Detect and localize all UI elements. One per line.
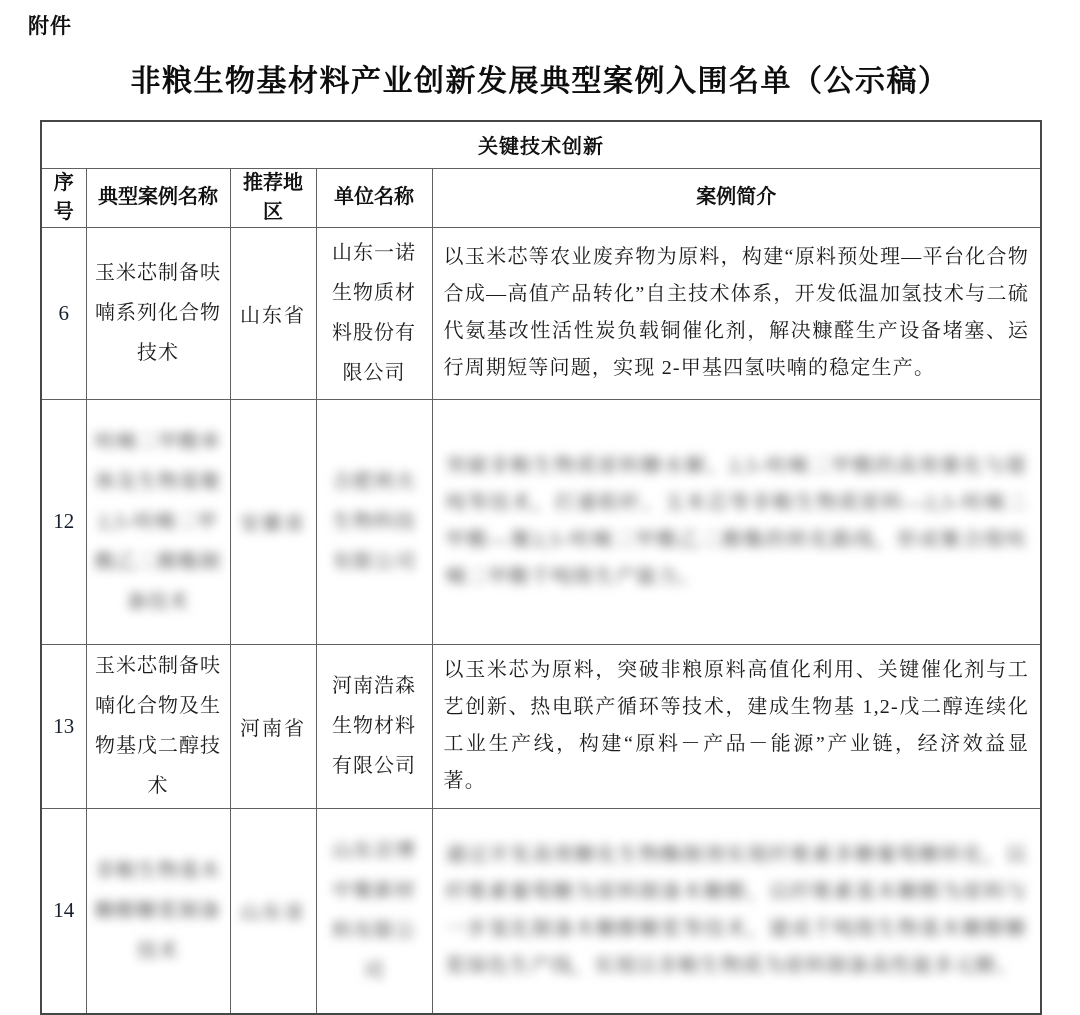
col-header-region: 推荐地区 [230,168,316,227]
cases-table [40,120,1042,1015]
page-title: 非粮生物基材料产业创新发展典型案例入围名单（公示稿） [130,65,950,98]
attachment-label: 附件 [28,15,72,38]
case-summary-blurred [432,808,1041,1014]
col-header-org: 单位名称 [316,168,432,227]
case-org-blurred [316,808,432,1014]
case-region-blurred [230,808,316,1014]
case-number: 6 [41,227,86,399]
case-row-6 [41,227,1041,399]
col-header-case-name: 典型案例名称 [86,168,230,227]
column-header-row [41,168,1041,227]
section-header: 关键技术创新 [41,121,1041,168]
case-summary-blurred [432,399,1041,644]
section-header-row [41,121,1041,168]
case-region: 山东省 [230,227,316,399]
blurred-text: 非粮生物基木糖醇糖浆制备技术 [95,859,221,962]
col-header-index: 序号 [41,168,86,227]
blurred-text: 山东京博中聚新材料有限公司 [332,839,416,982]
case-org-blurred [316,399,432,644]
case-number: 13 [41,644,86,808]
blurred-text: 呋喃二甲酸单体及生物基聚2,5-呋喃二甲酸乙二醇酯制备技术 [95,430,221,613]
case-number: 12 [41,399,86,644]
case-name-blurred [86,808,230,1014]
case-row-13 [41,644,1041,808]
case-region: 河南省 [230,644,316,808]
blurred-text: 安徽省 [240,513,306,535]
case-org: 山东一诺生物质材料股份有限公司 [316,227,432,399]
case-summary: 以玉米芯为原料，突破非粮原料高值化利用、关键催化剂与工艺创新、热电联产循环等技术，建成生物基 1,2-戊二醇连续化工业生产线，构建“原料－产品－能源”产业链，经济效益显著。 [432,644,1041,808]
blurred-text: 突破非粮生物质原料糖水解、2,5-呋喃二甲酸的高效催化与提纯等技术，打通秸秆、玉米芯等非粮生物质原料—2,5-呋喃二甲酸—聚2,5-呋喃二甲酸乙二醇酯的转化路线，形成聚合级呋喃二甲酸千吨级生产能力。 [445,454,1028,588]
col-header-summary: 案例简介 [432,168,1041,227]
case-name-blurred [86,399,230,644]
blurred-text: 通过开发高效糖化生物酶制剂实现纤维素多糖葡萄糖转化，以纤维素葡萄糖为原料制备木糖醇，以纤维素基木糖醇为原料与一步氢化制备木糖醇糖浆等技术，建成千吨级生物基木糖醇糖浆绿色生产线，实现以非粮生物质为原料制备高性能多元醇。 [445,843,1028,977]
case-name: 玉米芯制备呋喃系列化合物技术 [86,227,230,399]
case-org: 河南浩森生物材料有限公司 [316,644,432,808]
case-row-14 [41,808,1041,1014]
blurred-text: 合肥利夫生物科技有限公司 [332,470,416,573]
case-number: 14 [41,808,86,1014]
case-row-12 [41,399,1041,644]
case-summary: 以玉米芯等农业废弃物为原料，构建“原料预处理—平台化合物合成—高值产品转化”自主技术体系，开发低温加氢技术与二硫代氨基改性活性炭负载铜催化剂，解决糠醛生产设备堵塞、运行周期短等问题，实现 2-甲基四氢呋喃的稳定生产。 [432,227,1041,399]
case-name: 玉米芯制备呋喃化合物及生物基戊二醇技术 [86,644,230,808]
blurred-text: 山东省 [240,902,306,924]
case-region-blurred [230,399,316,644]
